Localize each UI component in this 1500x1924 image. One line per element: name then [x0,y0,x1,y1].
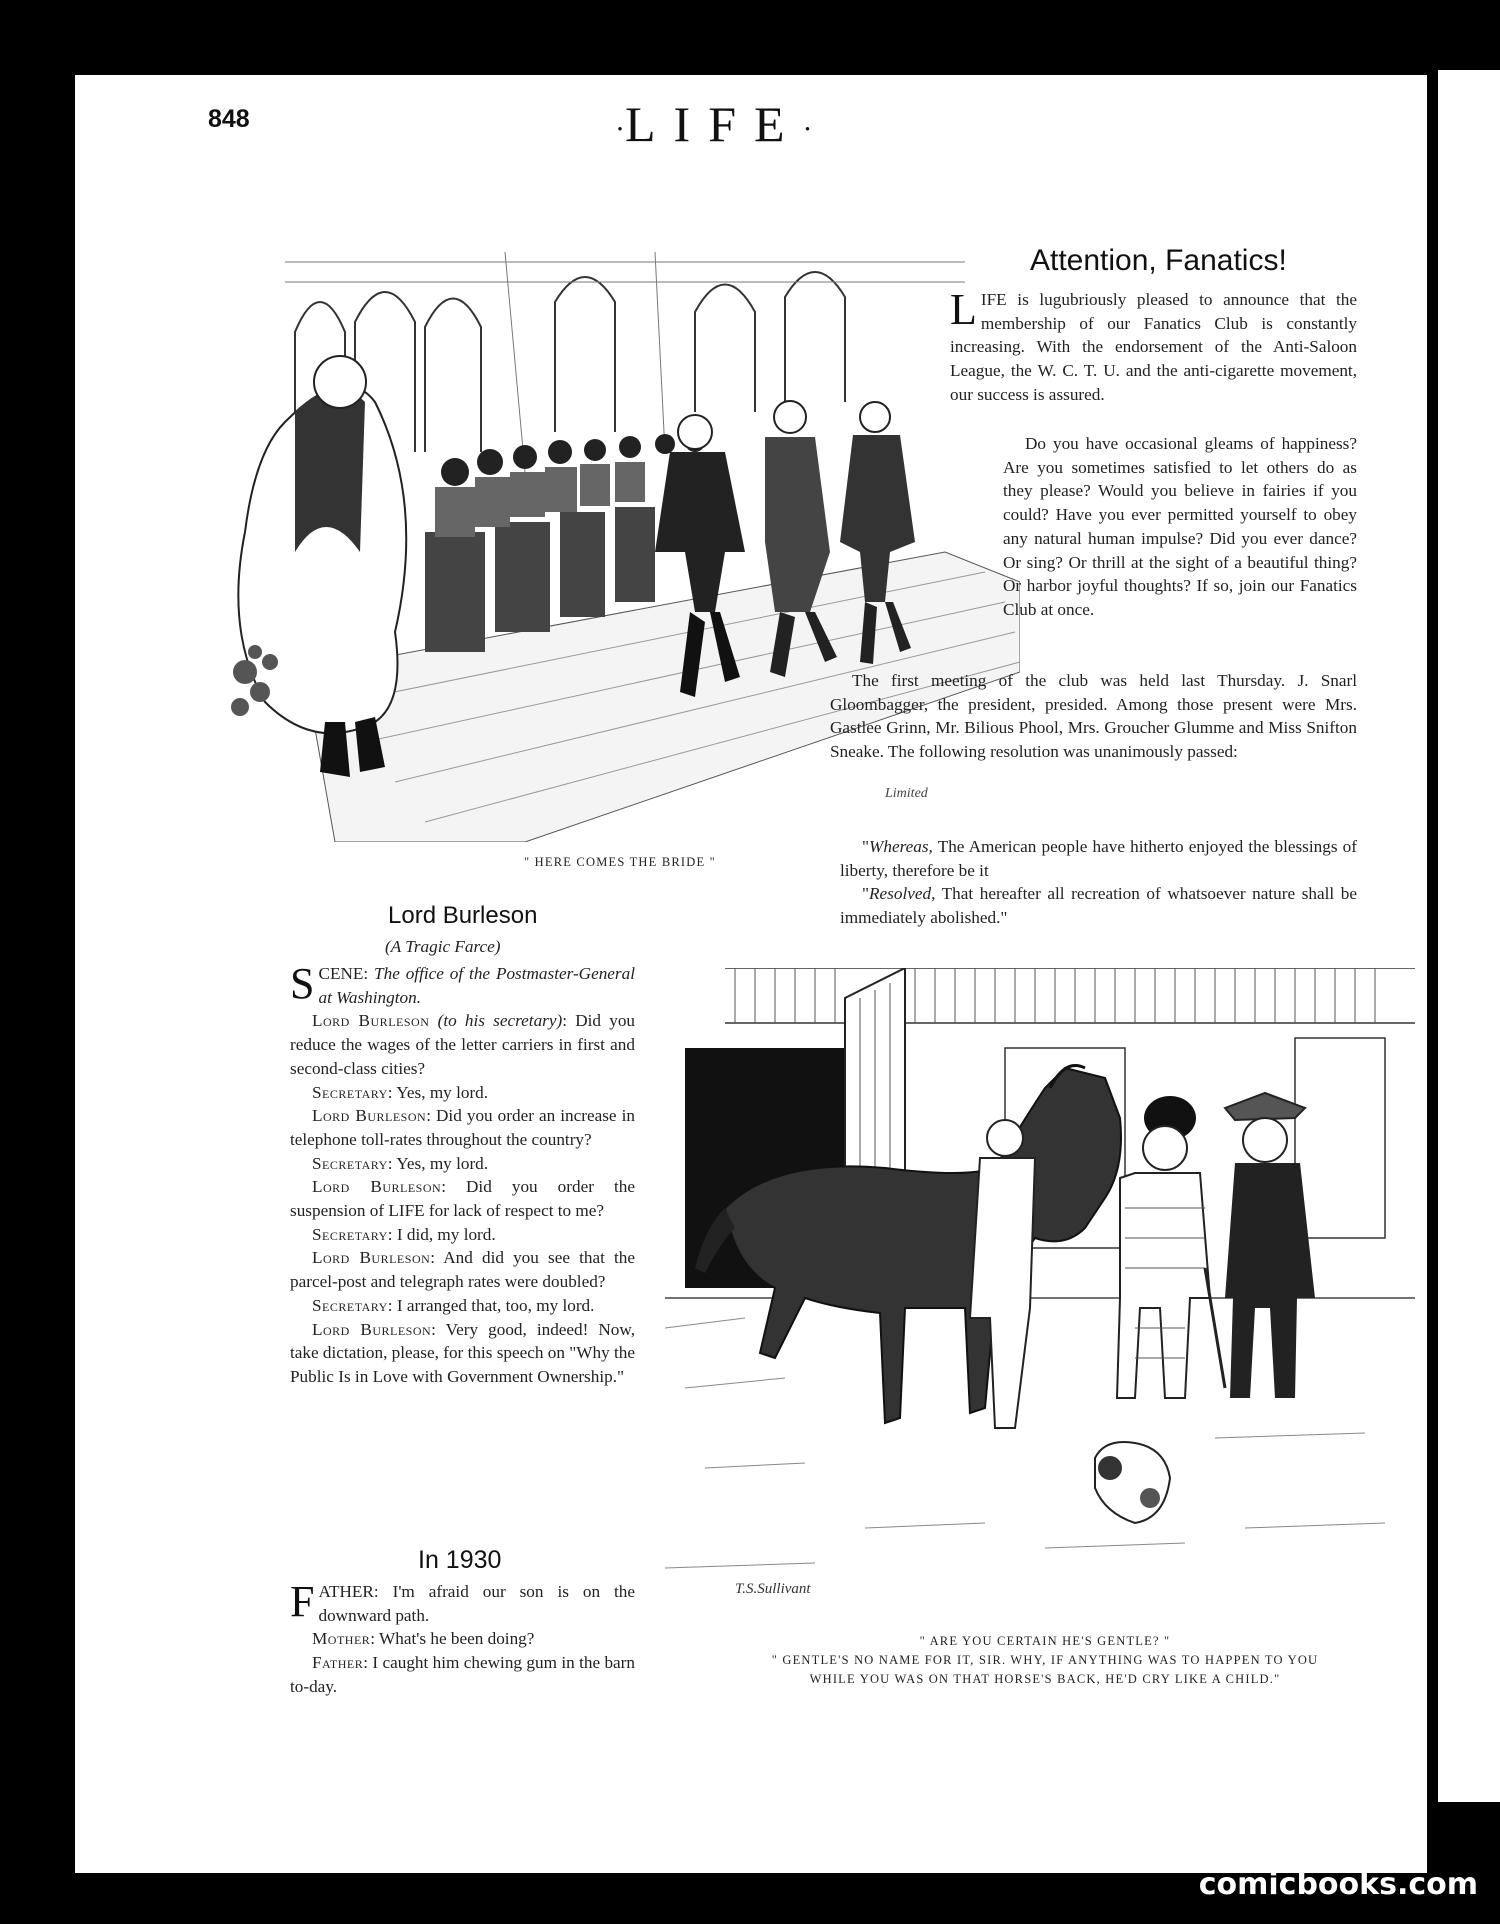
caption-horse-line-1: " ARE YOU CERTAIN HE'S GENTLE? " [919,1634,1171,1648]
svg-text:T.S.Sullivant: T.S.Sullivant [735,1581,811,1597]
fanatics-whereas: Whereas, [869,837,933,856]
caption-horse [680,1632,1410,1689]
dialogue-line [290,1223,635,1247]
masthead: ·LIFE· [615,96,813,152]
illustration-horse [665,968,1415,1608]
dialogue-text: : I caught him chewing gum in the barn to-day. [290,1653,635,1696]
fanatics-text-5: That hereafter all recreation of whatsoever nature shall be immediately abolished." [840,884,1357,927]
dialogue-line [290,1294,635,1318]
dialogue-line [290,1152,635,1176]
fanatics-text-3: The first meeting of the club was held last Thursday. J. Snarl Gloombagger, the president, presided. Among those present were Mrs. Gastlee Grinn, Mr. Bilious Phool, Mrs. Groucher Glumme and Miss Snifton Sneake. The following resolution was unanimously passed: [830,671,1357,762]
svg-text:Limited: Limited [885,786,928,801]
burleson-dropcap: S [290,959,315,1008]
masthead-title: LIFE [625,96,803,152]
title-in-1930: In 1930 [418,1546,502,1574]
fanatics-text-1: IFE is lugubriously pleased to announce that the membership of our Fanatics Club is constantly increasing. With the endorsement of the Anti-Saloon League, the W. C. T. U. and the anti-cigarette movement, our success is assured. [950,290,1357,404]
speaker-name: Secretary [312,1295,388,1315]
speaker-name: Secretary [312,1224,388,1244]
speaker-name: Father [312,1653,364,1673]
title-attention-fanatics: Attention, Fanatics! [1030,244,1287,277]
speaker-name: Lord Burleson [312,1011,430,1031]
adjacent-page-edge [1438,70,1500,1802]
in1930-first-text: I'm afraid our son is on the downward path. [318,1582,635,1625]
burleson-scene-label: CENE: [318,964,369,983]
in1930-dialogue [290,1577,635,1699]
in1930-dropcap: F [290,1577,315,1626]
dialogue-text: : I did, my lord. [387,1224,496,1244]
fanatics-paragraph-3 [830,669,1357,764]
speaker-name: Lord Burleson [312,1319,432,1339]
caption-here-comes-the-bride: " HERE COMES THE BRIDE " [524,855,716,869]
burleson-subtitle: (A Tragic Farce) [385,937,501,956]
dialogue-line [290,1651,635,1698]
dialogue-line [290,1175,635,1222]
speaker-name: Mother [312,1629,371,1649]
dialogue-text: : Yes, my lord. [387,1082,489,1102]
page-number: 848 [208,105,250,133]
dialogue-text: : I arranged that, too, my lord. [387,1295,595,1315]
dialogue-text: : Yes, my lord. [387,1153,489,1173]
dialogue-text: : Did you order the suspension of LIFE for lack of respect to me? [290,1177,635,1221]
dialogue-text: : And did you see that the parcel-post and telegraph rates were doubled? [290,1248,635,1292]
speaker-name: Lord Burleson [312,1106,427,1126]
fanatics-paragraph-5: "Resolved, That hereafter all recreation of whatsoever nature shall be immediately abolished." [840,884,1357,927]
dialogue-line [290,1627,635,1651]
caption-horse-line-3: WHILE YOU WAS ON THAT HORSE'S BACK, HE'D CRY LIKE A CHILD." [809,1672,1281,1686]
dialogue-text: : Did you reduce the wages of the letter carriers in first and second-class cities? [290,1011,636,1078]
caption-horse-line-2: " GENTLE'S NO NAME FOR IT, SIR. WHY, IF ANYTHING WAS TO HAPPEN TO YOU [771,1653,1319,1667]
speaker-name: Lord Burleson [312,1248,431,1268]
in1930-lines [290,1627,635,1698]
fanatics-paragraph-1 [950,285,1357,407]
fanatics-paragraph-4: "Whereas, The American people have hitherto enjoyed the blessings of liberty, therefore be it [840,837,1357,880]
burleson-scene-text: The office of the Postmaster-General at Washington. [318,964,635,1007]
stage-direction: (to his secretary) [437,1011,563,1031]
dialogue-line [290,1318,635,1389]
dialogue-line [290,1246,635,1293]
watermark: comicbooks.com [1198,1867,1478,1902]
title-lord-burleson: Lord Burleson [388,902,538,929]
fanatics-text-2: Do you have occasional gleams of happiness? Are you sometimes satisfied to let others do as they please? Would you believe in fairies if you could? Have you ever permitted yourself to obey any natural human impulse? Did you ever dance? Or sing? Or thrill at the sight of a beautiful thing? Or harbor joyful thoughts? If so, join our Fanatics Club at once. [1003,434,1357,619]
in1930-first [290,1577,635,1627]
dialogue-line [290,1081,635,1105]
dialogue-line [290,1104,635,1151]
speaker-name: Secretary [312,1153,388,1173]
fanatics-text-4: The American people have hitherto enjoyed the blessings of liberty, therefore be it [840,837,1357,880]
speaker-name: Lord Burleson [312,1177,442,1197]
burleson-scene [290,959,635,1009]
burleson-dialogue [290,959,636,1389]
dialogue-text: : Did you order an increase in telephone toll-rates throughout the country? [290,1106,635,1149]
fanatics-dropcap: L [950,285,977,334]
fanatics-paragraph-2 [1003,432,1357,622]
burleson-lines [290,1009,635,1388]
fanatics-resolved: Resolved, [869,884,936,903]
dialogue-text: : What's he been doing? [370,1629,535,1649]
speaker-name: Secretary [312,1082,388,1102]
in1930-first-label: ATHER: [318,1582,379,1601]
dialogue-text: : Very good, indeed! Now, take dictation, please, for this speech on "Why the Public Is in Love with Government Ownership." [290,1319,635,1386]
dialogue-line [290,1009,635,1080]
